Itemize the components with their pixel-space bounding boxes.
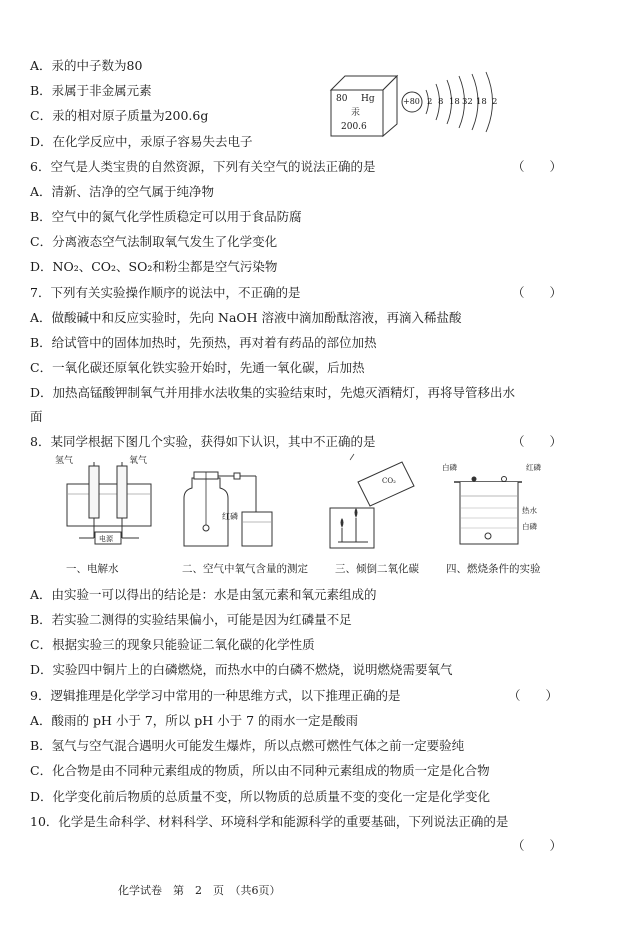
q9-option-a: A．酸雨的 pH 小于 7，所以 pH 小于 7 的雨水一定是酸雨: [30, 713, 359, 728]
q8-answer-paren: （ ）: [512, 434, 563, 449]
exp4-caption: 四、燃烧条件的实验: [446, 563, 541, 575]
q7-answer-paren: （ ）: [512, 285, 563, 300]
q8-option-b: B．若实验二测得的实验结果偏小，可能是因为红磷量不足: [30, 612, 352, 627]
element-mass: 200.6: [341, 122, 367, 132]
q9-stem: 9．逻辑推理是化学学习中常用的一种思维方式，以下推理正确的是: [30, 688, 401, 703]
exp4-combustion-figure: [438, 460, 556, 550]
atom-structure-diagram: [400, 66, 506, 138]
q6-option-d: D．NO₂、CO₂、SO₂和粉尘都是空气污染物: [30, 259, 278, 274]
exp1-power-label: 电源: [99, 535, 113, 543]
element-number: 80: [336, 94, 348, 104]
q9-answer-paren: （ ）: [508, 688, 559, 703]
exp2-red-phosphorus-label: 红磷: [222, 512, 238, 521]
q5-option-b: B．汞属于非金属元素: [30, 83, 152, 98]
exp4-white-phosphorus-bottom-label: 白磷: [522, 522, 537, 531]
element-name: 汞: [351, 108, 361, 118]
q6-option-b: B．空气中的氮气化学性质稳定可以用于食品防腐: [30, 209, 302, 224]
exp2-oxygen-content-figure: [176, 468, 286, 550]
shell-5: 18: [476, 97, 487, 107]
q5-option-d: D．在化学反应中，汞原子容易失去电子: [30, 134, 253, 149]
q9-option-d: D．化学变化前后物质的总质量不变，所以物质的总质量不变的变化一定是化学变化: [30, 789, 491, 804]
q5-option-c: C．汞的相对原子质量为200.6g: [30, 108, 209, 123]
exp1-oxygen-label: 氧气: [129, 456, 148, 466]
q6-option-a: A．清新、洁净的空气属于纯净物: [30, 184, 215, 199]
exp3-pouring-co2-figure: [322, 452, 420, 550]
shell-6: 2: [492, 97, 498, 107]
exp1-electrolysis-figure: [55, 456, 163, 550]
exp1-hydrogen-label: 氢气: [55, 456, 74, 466]
q8-option-a: A．由实验一可以得出的结论是：水是由氢元素和氧元素组成的: [30, 587, 377, 602]
q8-option-d: D．实验四中铜片上的白磷燃烧，而热水中的白磷不燃烧，说明燃烧需要氧气: [30, 662, 453, 677]
q6-option-c: C．分离液态空气法制取氧气发生了化学变化: [30, 234, 278, 249]
q7-option-c: C．一氧化碳还原氧化铁实验开始时，先通一氧化碳，后加热: [30, 360, 365, 375]
q7-option-d-cont: 面: [30, 409, 43, 424]
page-footer: 化学试卷 第 2 页 （共6页）: [118, 884, 281, 897]
nucleus-label: +80: [403, 97, 420, 106]
element-card: [327, 72, 399, 138]
shell-3: 18: [449, 97, 460, 107]
q10-answer-paren: （ ）: [512, 838, 563, 853]
q7-option-a: A．做酸碱中和反应实验时，先向 NaOH 溶液中滴加酚酞溶液，再滴入稀盐酸: [30, 310, 462, 325]
exp1-caption: 一、电解水: [66, 563, 119, 575]
shell-2: 8: [438, 97, 444, 107]
exp4-white-phosphorus-top-label: 白磷: [442, 463, 457, 472]
q7-stem: 7．下列有关实验操作顺序的说法中，不正确的是: [30, 285, 301, 300]
q7-option-b: B．给试管中的固体加热时，先预热，再对着有药品的部位加热: [30, 335, 377, 350]
shell-1: 2: [427, 97, 433, 107]
q10-stem: 10．化学是生命科学、材料科学、环境科学和能源科学的重要基础，下列说法正确的是: [30, 814, 509, 829]
exp3-caption: 三、倾倒二氧化碳: [335, 563, 419, 575]
exp2-caption: 二、空气中氧气含量的测定: [182, 563, 308, 575]
element-symbol: Hg: [361, 94, 375, 104]
q8-stem: 8．某同学根据下图几个实验，获得如下认识，其中不正确的是: [30, 434, 376, 449]
q9-option-b: B．氢气与空气混合遇明火可能发生爆炸，所以点燃可燃性气体之前一定要验纯: [30, 738, 465, 753]
exp3-co2-label: CO₂: [382, 477, 396, 485]
exp4-hot-water-label: 热水: [522, 506, 537, 515]
q6-answer-paren: （ ）: [512, 159, 563, 174]
q5-option-a: A．汞的中子数为80: [30, 58, 143, 73]
q6-stem: 6．空气是人类宝贵的自然资源，下列有关空气的说法正确的是: [30, 159, 376, 174]
exp4-red-phosphorus-label: 红磷: [526, 463, 541, 472]
shell-4: 32: [462, 97, 473, 107]
q9-option-c: C．化合物是由不同种元素组成的物质，所以由不同种元素组成的物质一定是化合物: [30, 763, 490, 778]
q8-option-c: C．根据实验三的现象只能验证二氧化碳的化学性质: [30, 637, 315, 652]
q7-option-d: D．加热高锰酸钾制氧气并用排水法收集的实验结束时，先熄灭酒精灯，再将导管移出水: [30, 385, 516, 400]
